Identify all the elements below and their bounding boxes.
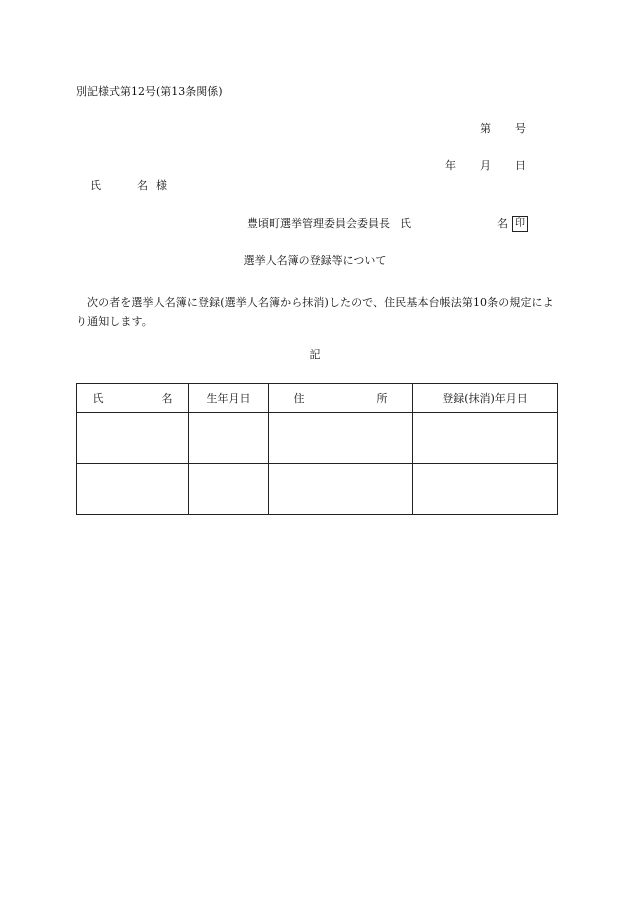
cell-registration-date (413, 464, 558, 515)
cell-name (77, 464, 189, 515)
addressee-sama: 様 (156, 179, 167, 192)
header-registration-date: 登録(抹消)年月日 (413, 384, 558, 413)
document-number (480, 122, 526, 136)
header-name-shi: 氏 (92, 392, 104, 405)
addressee-mei: 名 (137, 179, 148, 192)
cell-address (269, 464, 413, 515)
doc-number-go: 号 (515, 122, 526, 135)
seal-mark: 印 (512, 216, 528, 232)
date-day: 日 (515, 159, 526, 172)
doc-number-dai: 第 (480, 122, 491, 135)
cell-name (77, 413, 189, 464)
header-address-sho: 所 (376, 392, 388, 405)
date-year: 年 (445, 159, 456, 172)
body-paragraph: 次の者を選挙人名簿に登録(選挙人名簿から抹消)したので、住民基本台帳法第10条の規定により通知します。 (76, 296, 554, 328)
table-row (77, 464, 558, 515)
cell-registration-date (413, 413, 558, 464)
header-birthdate: 生年月日 (189, 384, 269, 413)
sender-mei: 名 (497, 217, 508, 230)
date-month: 月 (480, 159, 491, 172)
form-number-label: 別記様式第12号(第13条関係) (76, 85, 223, 98)
header-address (269, 384, 413, 413)
table-row (77, 413, 558, 464)
table-header-row (77, 384, 558, 413)
addressee-shi: 氏 (90, 179, 101, 192)
document-date (445, 159, 526, 173)
cell-birthdate (189, 464, 269, 515)
ki-heading: 記 (309, 348, 321, 361)
record-table (76, 383, 558, 515)
header-name-mei: 名 (161, 392, 173, 405)
sender-shi: 氏 (400, 217, 411, 230)
cell-address (269, 413, 413, 464)
sender (247, 216, 528, 232)
cell-birthdate (189, 413, 269, 464)
header-address-ju: 住 (293, 392, 305, 405)
header-name (77, 384, 189, 413)
sender-title: 豊頃町選挙管理委員会委員長 (247, 217, 390, 230)
addressee (90, 179, 167, 193)
subject-title: 選挙人名簿の登録等について (243, 254, 387, 267)
